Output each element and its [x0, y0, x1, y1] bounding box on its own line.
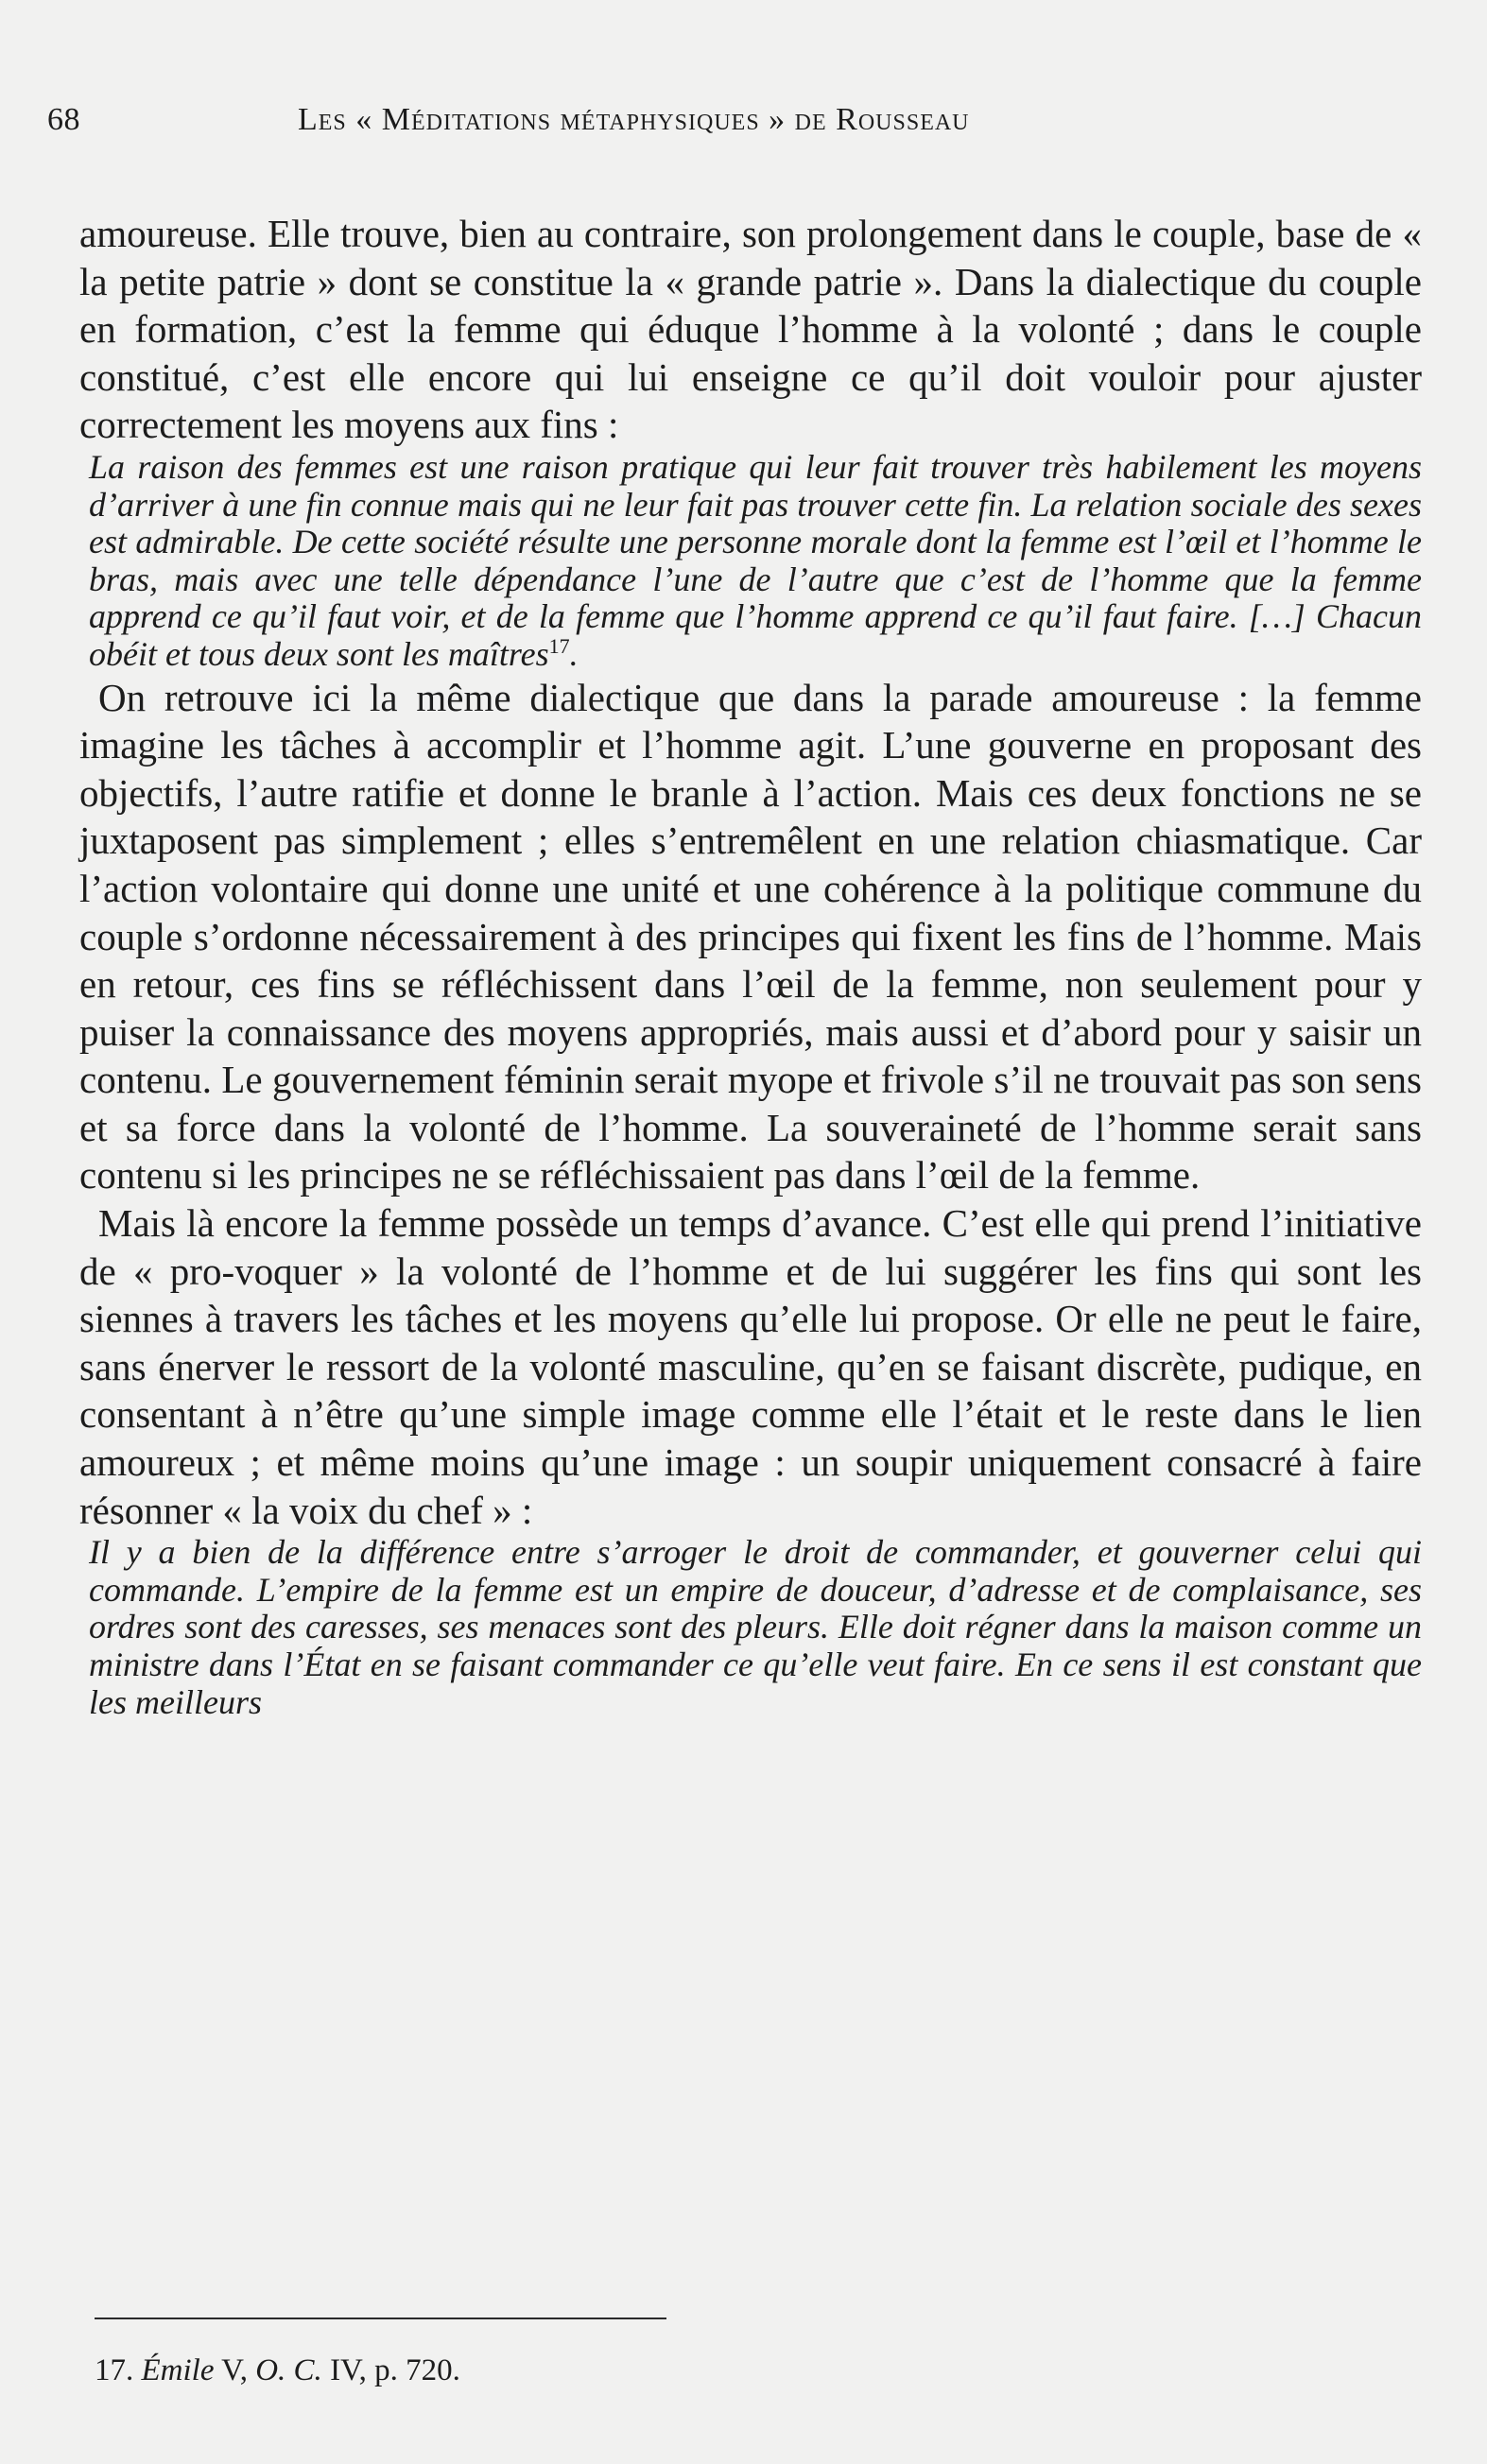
block-quote-2: Il y a bien de la différence entre s’arroger le droit de commander, et gouverner celui qui commande. L’empire de la femme est un empire de douceur, d’adresse et de complaisance, ses ordres sont des caresses, ses menaces sont des pleurs. Elle doit régner dans la maison comme un ministre dans l’État en se faisant commander ce qu’elle veut faire. En ce sens il est constant que les meilleurs: [89, 1533, 1422, 1721]
running-title: Les « Méditations métaphysiques » de Rousseau: [298, 102, 970, 137]
page-number: 68: [47, 102, 80, 137]
block-quote-1-text: La raison des femmes est une raison pratique qui leur fait trouver très habilement les moyens d’arriver à une fin connue mais qui ne leur fait pas trouver cette fin. La relation sociale des sexes est admirable. De cette société résulte une personne morale dont la femme est l’œil et l’homme le bras, mais avec une telle dépendance l’une de l’autre que c’est de l’homme que la femme apprend ce qu’il faut voir, et de la femme que l’homme apprend ce qu’il faut faire. […] Chacun obéit et tous deux sont les maîtres: [89, 447, 1422, 673]
footnote-collection: O. C.: [255, 2353, 322, 2387]
paragraph-2: On retrouve ici la même dialectique que dans la parade amoureuse : la femme imagine les tâches à accomplir et l’homme agit. L’une gouverne en proposant des objectifs, l’autre ratifie et donne le branle à l’action. Mais ces deux fonctions ne se juxtaposent pas simplement ; elles s’entremêlent en une relation chiasmatique. Car l’action volontaire qui donne une unité et une cohérence à la politique commune du couple s’ordonne nécessairement à des principes qui fixent les fins de l’homme. Mais en retour, ces fins se réfléchissent dans l’œil de la femme, non seulement pour y puiser la connaissance des moyens appropriés, mais aussi et d’abord pour y saisir un contenu. Le gouvernement féminin serait myope et frivole s’il ne trouvait pas son sens et sa force dans la volonté de l’homme. La souveraineté de l’homme serait sans contenu si les principes ne se réfléchissaient pas dans l’œil de la femme.: [79, 675, 1422, 1198]
page-header: [47, 102, 1144, 155]
main-text: [79, 210, 1422, 1721]
footnote-separator: [95, 2318, 666, 2319]
footnote-book: V,: [221, 2353, 248, 2387]
footnote-number: 17.: [95, 2353, 134, 2387]
paragraph-3: Mais là encore la femme possède un temps d’avance. C’est elle qui prend l’initiative de « pro-voquer » la volonté de l’homme et de lui suggérer les fins qui sont les siennes à travers les tâches et les moyens qu’elle lui propose. Or elle ne peut le faire, sans énerver le ressort de la volonté masculine, qu’en se faisant discrète, pudique, en consentant à n’être qu’une simple image comme elle l’était et le reste dans le lien amoureux ; et même moins qu’une image : un soupir uniquement consacré à faire résonner « la voix du chef » :: [79, 1201, 1422, 1532]
block-quote-1-end: .: [569, 634, 579, 673]
paragraph-1: amoureuse. Elle trouve, bien au contraire, son prolongement dans le couple, base de « la petite patrie » dont se constitue la « grande patrie ». Dans la dialectique du couple en formation, c’est la femme qui éduque l’homme à la volonté ; dans le couple constitué, c’est elle encore qui lui enseigne ce qu’il doit vouloir pour ajuster correctement les moyens aux fins :: [79, 212, 1422, 447]
footnote-work-title: Émile: [141, 2353, 215, 2387]
footnote-reference-17: 17: [548, 633, 570, 658]
footnote-reference: IV, p. 720.: [330, 2353, 460, 2387]
block-quote-1: [79, 449, 1422, 674]
footnote-17: [95, 2353, 460, 2388]
